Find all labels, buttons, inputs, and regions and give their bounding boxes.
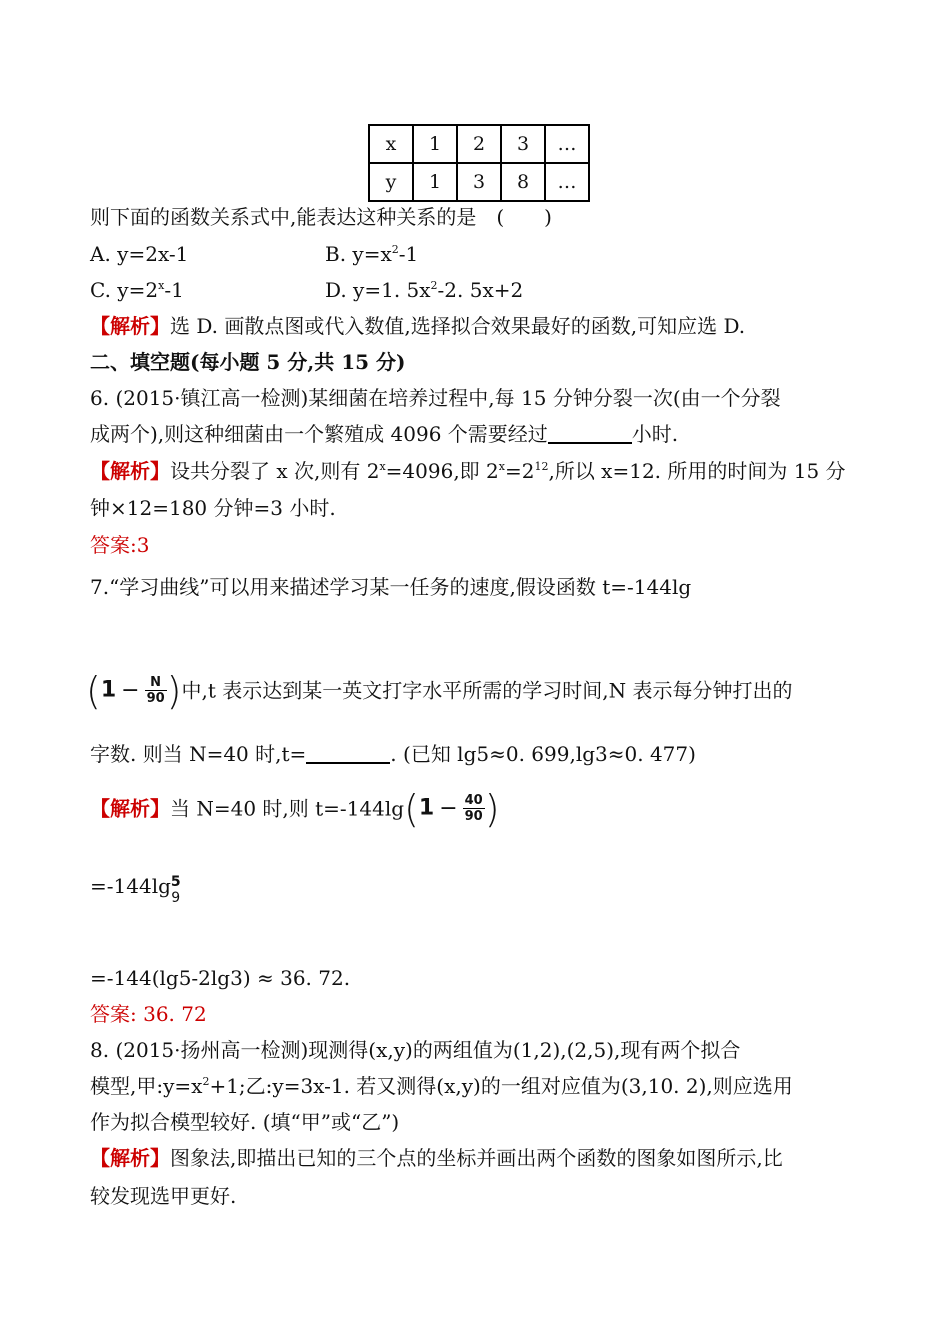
q8-analysis-line2: 较发现选甲更好. xyxy=(90,1184,237,1208)
table-row-y xyxy=(369,163,589,201)
answer-blank xyxy=(548,422,632,444)
table-cell: 3 xyxy=(457,163,501,201)
q7-line2: (1 − $\frac{N}{90}$ )中,t 表示达到某一英文打字水平所需的学习时间,N 表示每分钟打出的 xyxy=(86,668,793,713)
q5-stem: 则下面的函数关系式中,能表达这种关系的是 ( ) xyxy=(90,205,552,229)
q6-line1: 6. (2015·镇江高一检测)某细菌在培养过程中,每 15 分钟分裂一次(由一个分裂 xyxy=(90,386,781,410)
fraction: 5 9 xyxy=(170,874,181,906)
answer-blank xyxy=(306,742,390,764)
table-row-x xyxy=(369,125,589,163)
fraction: $\frac{N}{90}$ xyxy=(146,675,165,706)
section-heading: 二、填空题(每小题 5 分,共 15 分) xyxy=(90,350,406,374)
table-cell: 1 xyxy=(413,163,457,201)
table-cell: 8 xyxy=(501,163,545,201)
q8-line3: 作为拟合模型较好. (填“甲”或“乙”) xyxy=(90,1110,400,1134)
q5-option-a: A. y=2x-1 xyxy=(90,242,189,266)
table-cell: … xyxy=(545,163,589,201)
q7-step2: =-144lg 5 9 xyxy=(90,874,181,906)
q5-analysis: 【解析】选 D. 画散点图或代入数值,选择拟合效果最好的函数,可知应选 D. xyxy=(90,314,746,338)
q6-line2: 成两个),则这种细菌由一个繁殖成 4096 个需要经过 小时. xyxy=(90,422,679,446)
table-cell: … xyxy=(545,125,589,163)
q7-line1: 7.“学习曲线”可以用来描述学习某一任务的速度,假设函数 t=-144lg xyxy=(90,575,692,599)
q6-analysis-line2: 钟×12=180 分钟=3 小时. xyxy=(90,496,336,520)
q7-step3: =-144(lg5-2lg3) ≈ 36. 72. xyxy=(90,966,351,990)
analysis-tag: 【解析】 xyxy=(90,796,170,821)
q8-line1: 8. (2015·扬州高一检测)现测得(x,y)的两组值为(1,2),(2,5),现有两个拟合 xyxy=(90,1038,741,1062)
table-cell: 1 xyxy=(413,125,457,163)
q7-answer: 答案: 36. 72 xyxy=(90,1002,207,1026)
q8-line2: 模型,甲$:y=x^2+1$;乙:y=3x-1. 若又测得(x,y)的一组对应值为(3,10. 2),则应选用 xyxy=(90,1074,793,1098)
fraction: $\frac{40}{90}$ xyxy=(464,793,483,824)
analysis-tag: 【解析】 xyxy=(90,459,170,483)
xy-table xyxy=(368,124,590,202)
q8-analysis: 【解析】图象法,即描出已知的三个点的坐标并画出两个函数的图象如图所示,比 xyxy=(90,1146,783,1170)
table-cell: 3 xyxy=(501,125,545,163)
q6-analysis: 【解析】设共分裂了 x 次,则有 $2^x=4096$,即 $2^x=2^{12}$,所以 x=12. 所用的时间为 15 分 xyxy=(90,459,846,483)
analysis-tag: 【解析】 xyxy=(90,1146,170,1170)
q7-line3: 字数. 则当 N=40 时,t= . (已知 lg5≈0. 699,lg3≈0. 477) xyxy=(90,742,696,766)
q7-analysis: 【解析】当 N=40 时,则 t=-144lg(1 − $\frac{40}{90}$ ) xyxy=(90,786,500,831)
table-cell: 2 xyxy=(457,125,501,163)
table-cell: y xyxy=(369,163,413,201)
table-cell: x xyxy=(369,125,413,163)
q6-answer: 答案:3 xyxy=(90,533,150,557)
q5-option-b: B. $y=x^2-1$ xyxy=(325,242,419,266)
analysis-tag: 【解析】 xyxy=(90,314,170,338)
q5-option-d: D. y=1. $5x^2-2$. 5x+2 xyxy=(325,278,524,302)
q5-option-c: C. $y=2^x-1$ xyxy=(90,278,184,302)
